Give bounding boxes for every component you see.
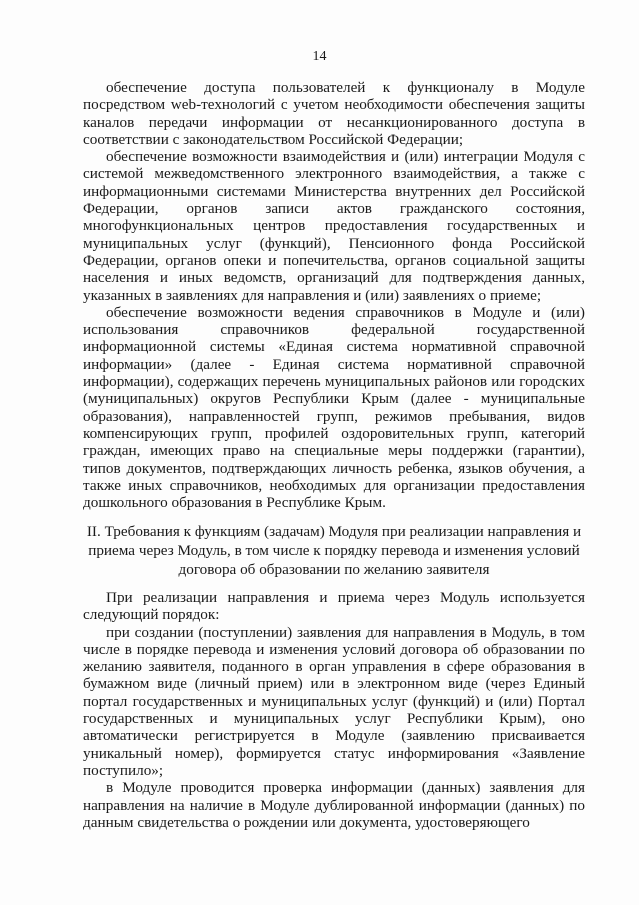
- page-number: 14: [312, 49, 327, 64]
- body-bottom: [83, 589, 585, 831]
- paragraph: в Модуле проводится проверка информации (данных) заявления для направления на наличие в Модуле дублированной информации (данных) по данным свидетельства о рождении или документа, удостоверяющего: [83, 779, 585, 831]
- paragraph: обеспечение возможности взаимодействия и (или) интеграции Модуля с системой межведомственного электронного взаимодействия, а также с информационными системами Министерства внутренних дел Российской Федерации, органов записи актов гражданского состояния, многофункциональных центров предоставления государственных и муниципальных услуг (функций), Пенсионного фонда Российской Федерации, органов опеки и попечительства, органов социальной защиты населения и иных ведомств, организаций для подтверждения данных, указанных в заявлениях для направления и (или) заявлениях о приеме;: [83, 148, 585, 304]
- paragraph: обеспечение возможности ведения справочников в Модуле и (или) использования справочников федеральной государственной информационной системы «Единая система нормативной справочной информации» (далее - Единая система нормативной справочной информации), содержащих перечень муниципальных районов или городских (муниципальных) округов Республики Крым (далее - муниципальные образования), направленностей групп, режимов пребывания, видов компенсирующих групп, профилей оздоровительных групп, категорий граждан, имеющих право на специальные меры поддержки (гарантии), типов документов, подтверждающих личность ребенка, языков обучения, а также иных справочников, необходимых для организации предоставления дошкольного образования в Республике Крым.: [83, 303, 585, 512]
- paragraph: При реализации направления и приема через Модуль используется следующий порядок:: [83, 589, 585, 624]
- paragraph: при создании (поступлении) заявления для направления в Модуль, в том числе в порядке перевода и изменения условий договора об образовании по желанию заявителя, поданного в орган управления в сфере образования в бумажном виде (личный прием) или в электронном виде (через Единый портал государственных и муниципальных услуг (функций) и (или) Портал государственных и муниципальных услуг Республики Крым), оно автоматически регистрируется в Модуле (заявлению присваивается уникальный номер), формируется статус информирования «Заявление поступило»;: [83, 623, 585, 779]
- body-top: [83, 79, 585, 511]
- section-heading: II. Требования к функциям (задачам) Модуля при реализации направления и приема через Модуль, в том числе к порядку перевода и изменения условий договора об образовании по желанию заявителя: [86, 523, 582, 578]
- paragraph: обеспечение доступа пользователей к функционалу в Модуле посредством web-технологий с учетом необходимости обеспечения защиты каналов передачи информации от несанкционированного доступа в соответствии с законодательством Российской Федерации;: [83, 79, 585, 148]
